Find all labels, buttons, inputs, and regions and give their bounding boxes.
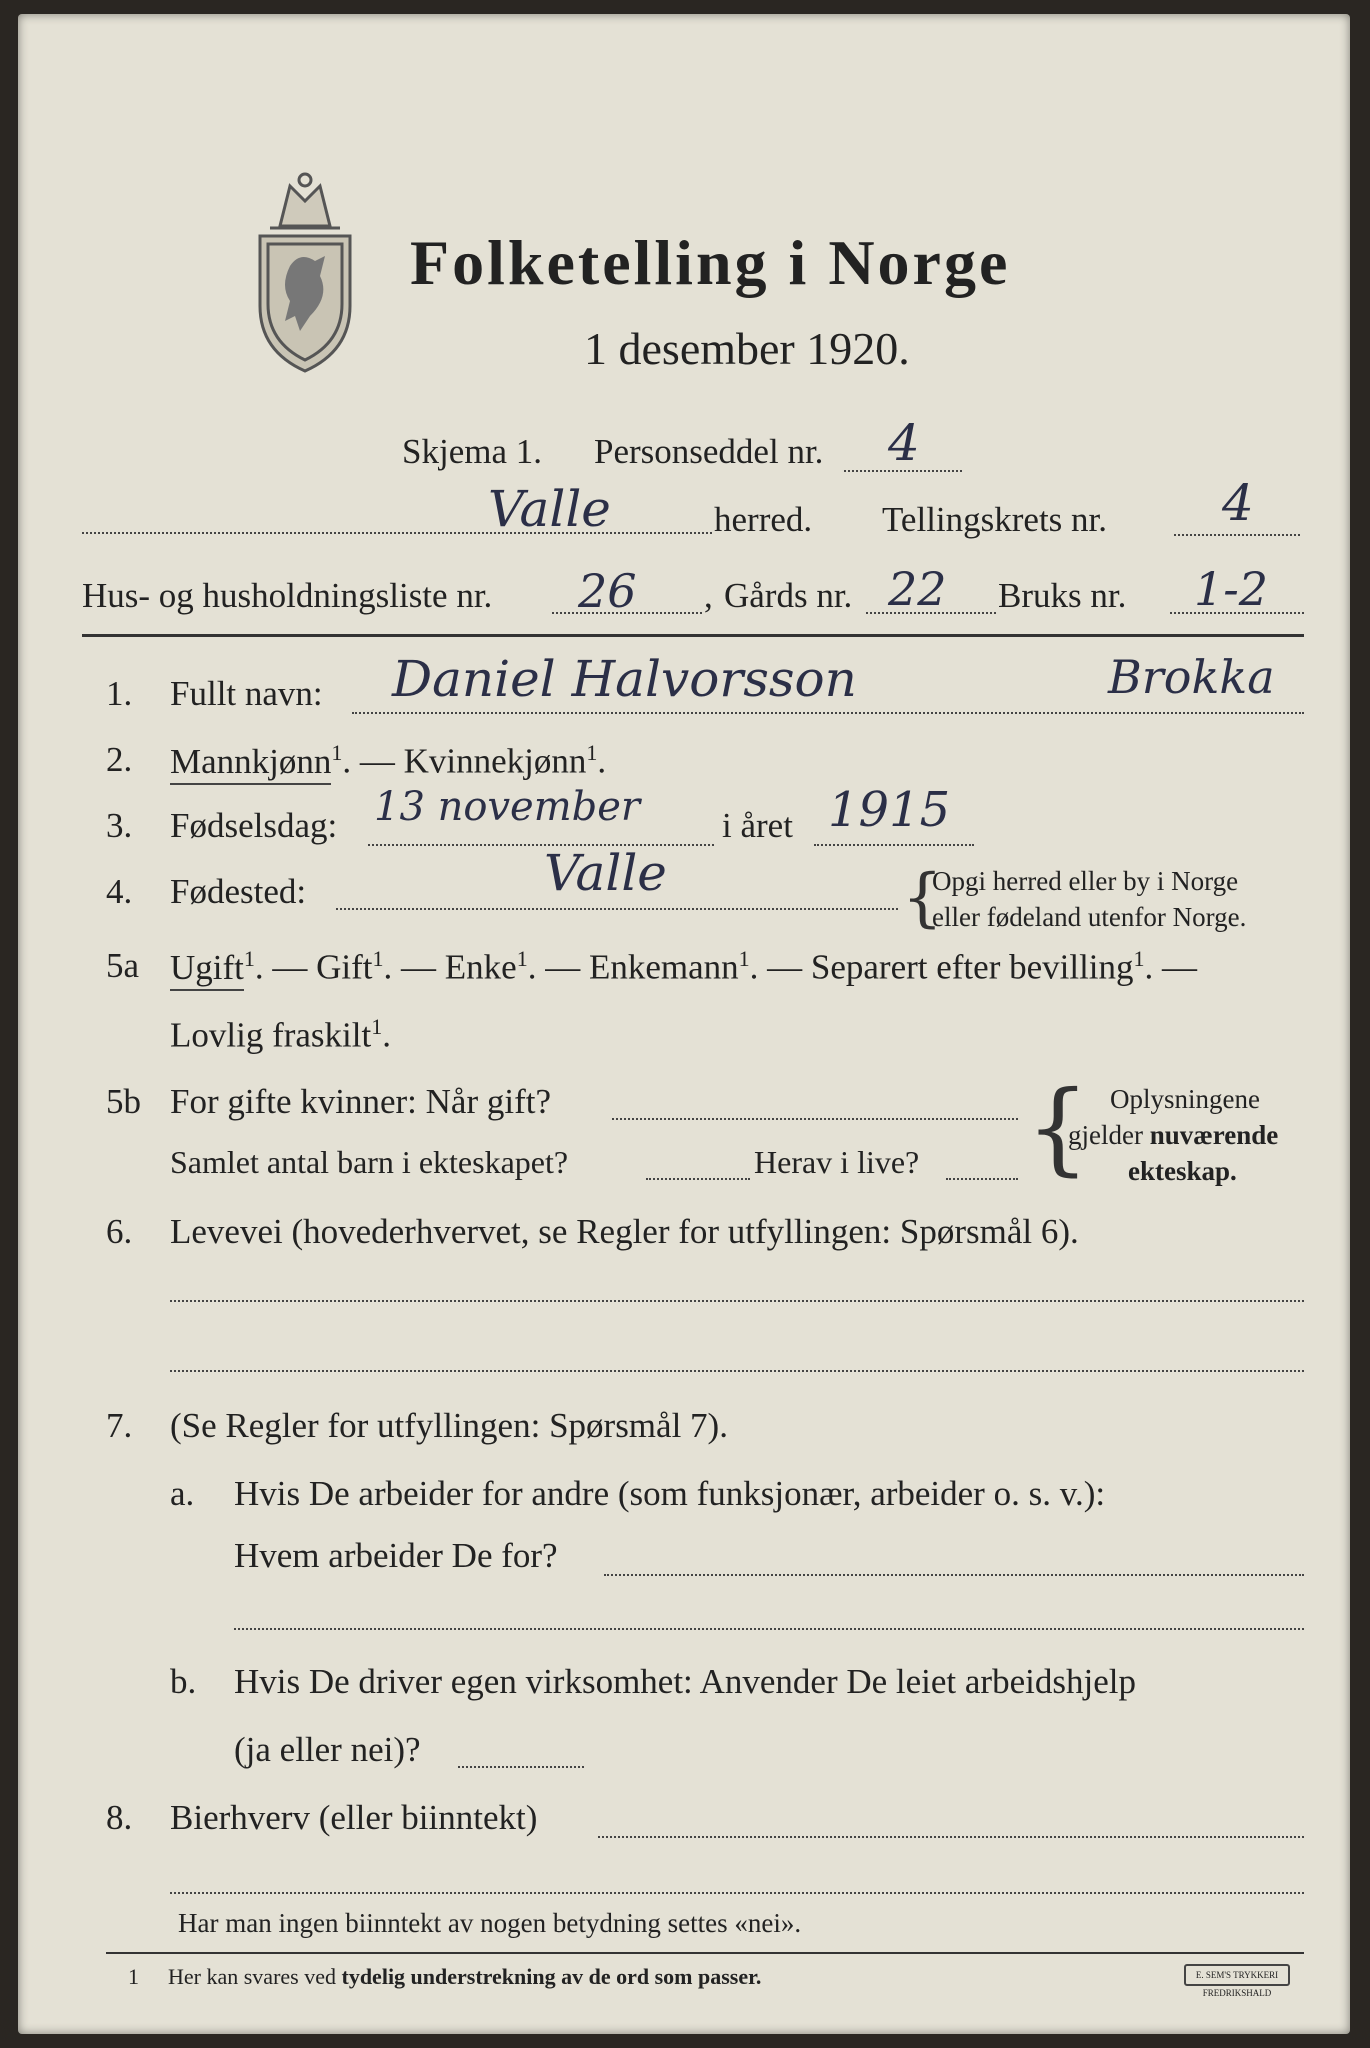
tellingskrets-nr-value: 4 [1222, 474, 1254, 532]
husliste-label: Hus- og husholdningsliste nr. [82, 576, 493, 615]
year-label: i året [722, 806, 793, 845]
q8-number: 8. [106, 1798, 133, 1837]
full-name-value: Daniel Halvorsson [392, 650, 857, 708]
tellingskrets-label: Tellingskrets nr. [882, 500, 1108, 539]
bruks-nr-value: 1-2 [1194, 562, 1269, 616]
q6-number: 6. [106, 1212, 133, 1251]
personseddel-nr-value: 4 [888, 414, 920, 472]
q7b-text: Hvis De driver egen virksomhet: Anvender De leiet arbeidshjelp [234, 1662, 1136, 1701]
birth-year-value: 1915 [828, 782, 951, 838]
status-enkemann: Enkemann [588, 947, 739, 987]
header-divider [82, 634, 1304, 637]
q1-number: 1. [106, 674, 133, 713]
gender-male: Mannkjønn$^1$. — Kvinnekjønn$^1$. [170, 740, 606, 782]
q7b-letter: b. [170, 1662, 197, 1701]
q7b-question: (ja eller nei)? [234, 1730, 421, 1769]
footnote-divider [106, 1952, 1304, 1954]
gards-label: Gårds nr. [724, 576, 853, 615]
personseddel-label: Personseddel nr. [594, 432, 824, 471]
q5b-note-1: Oplysningene [1110, 1084, 1260, 1114]
q5b-note-2: gjelder nuværende [1068, 1120, 1279, 1150]
husliste-nr-value: 26 [578, 564, 637, 618]
census-date: 1 desember 1920. [584, 323, 910, 374]
footnote-text: Her kan svares ved tydelig understrekning av de ord som passer. [168, 1964, 762, 1989]
q7a-question: Hvem arbeider De for? [234, 1536, 558, 1575]
q5a-number: 5a [106, 946, 140, 985]
status-fraskilt: Lovlig fraskilt$^1$. [170, 1014, 391, 1055]
q7a-text: Hvis De arbeider for andre (som funksjonær, arbeider o. s. v.): [234, 1474, 1106, 1513]
q5b-line-2a: Samlet antal barn i ekteskapet? [170, 1144, 569, 1180]
q3-label: Fødselsdag: [170, 806, 338, 845]
herred-value: Valle [488, 480, 611, 538]
herred-label: herred. [714, 500, 813, 539]
norway-coat-of-arms-icon [240, 166, 370, 376]
status-ugift: Ugift [170, 948, 244, 991]
birthplace-note-1: Opgi herred eller by i Norge [932, 866, 1239, 896]
surname-value: Brokka [1108, 650, 1275, 704]
q5b-line-2b: Herav i live? [754, 1144, 920, 1180]
q7-label: (Se Regler for utfyllingen: Spørsmål 7). [170, 1406, 728, 1445]
bruks-label: Bruks nr. [998, 576, 1127, 615]
q4-label: Fødested: [170, 872, 307, 911]
status-gift: Gift [316, 947, 373, 987]
gender-female: Kvinnekjønn [403, 741, 587, 781]
q1-label: Fullt navn: [170, 674, 323, 713]
q7a-letter: a. [170, 1474, 195, 1513]
skjema-label: Skjema 1. [402, 432, 542, 471]
marital-status-options: Ugift$^1$. — Gift$^1$. — Enke$^1$. — Enkemann$^1$. — Separert efter bevilling$^1$. — [170, 946, 1197, 988]
q5b-number: 5b [106, 1082, 141, 1121]
q5b-note-3: ekteskap. [1128, 1156, 1237, 1186]
census-form: Folketelling i Norge 1 desember 1920. Skjema 1. Personseddel nr. 4 Valle herred. Tellingskrets nr. 4 Hus- og husholdningsliste nr. 26 , Gårds nr. 22 Bruks nr. 1-2 1. Fullt navn: Daniel Halvorsson Brokka 2. Mannkjønn$^1$. — Kvinnekjønn$^1$. 3. Fødselsdag: 13 november i året 1915 4. Fødested: Valle { Opgi herred eller by i Norge eller fødeland utenfor Norge. 5a Ugift$^1$. — Gift$^1$. — Enke$^1$. — Enkemann$^1$. — Separert efter bevilling$^1$. — Lovlig fraskilt$^1$. 5b For gifte kvinner: Når gift? Samlet antal barn i ekteskapet? Herav i live? { Oplysningene gjelder nuværende ekteskap. 6. Levevei (hovederhvervet, se Regler for utfyllingen: Spørsmål 6). 7. (Se Regler for utfyllingen: Spørsmål 7). a. Hvis De arbeider for andre (som funksjonær, arbeider o. s. v.): Hvem arbeider De for? b. Hvis De driver egen virksomhet: Anvender De leiet arbeidshjelp (ja eller nei)? 8. Bierhverv (eller biinntekt) Har man ingen biinntekt av nogen betydning settes «nei». 1 Her kan svares ved tydelig understrekning av de ord som passer. E. SEM'S TRYKKERI FREDRIKSHALD [18, 14, 1350, 2034]
form-title: Folketelling i Norge [410, 227, 1011, 298]
birthplace-note-2: eller fødeland utenfor Norge. [932, 902, 1247, 932]
birthplace-value: Valle [544, 844, 667, 902]
q6-label: Levevei (hovederhvervet, se Regler for utfyllingen: Spørsmål 6). [170, 1212, 1079, 1251]
birth-day-value: 13 november [374, 784, 641, 830]
q3-number: 3. [106, 806, 133, 845]
q5b-line-1: For gifte kvinner: Når gift? [170, 1082, 552, 1121]
gards-nr-value: 22 [888, 562, 947, 616]
status-separert: Separert efter bevilling [810, 947, 1134, 987]
footer-note: Har man ingen biinntekt av nogen betydning settes «nei». [178, 1908, 802, 1938]
q4-number: 4. [106, 872, 133, 911]
printer-stamp: E. SEM'S TRYKKERI FREDRIKSHALD [1184, 1964, 1290, 1986]
status-enke: Enke [444, 947, 517, 987]
q7-number: 7. [106, 1406, 133, 1445]
q8-label: Bierhverv (eller biinntekt) [170, 1798, 538, 1837]
q2-number: 2. [106, 740, 133, 779]
footnote-mark: 1 [128, 1964, 139, 1989]
